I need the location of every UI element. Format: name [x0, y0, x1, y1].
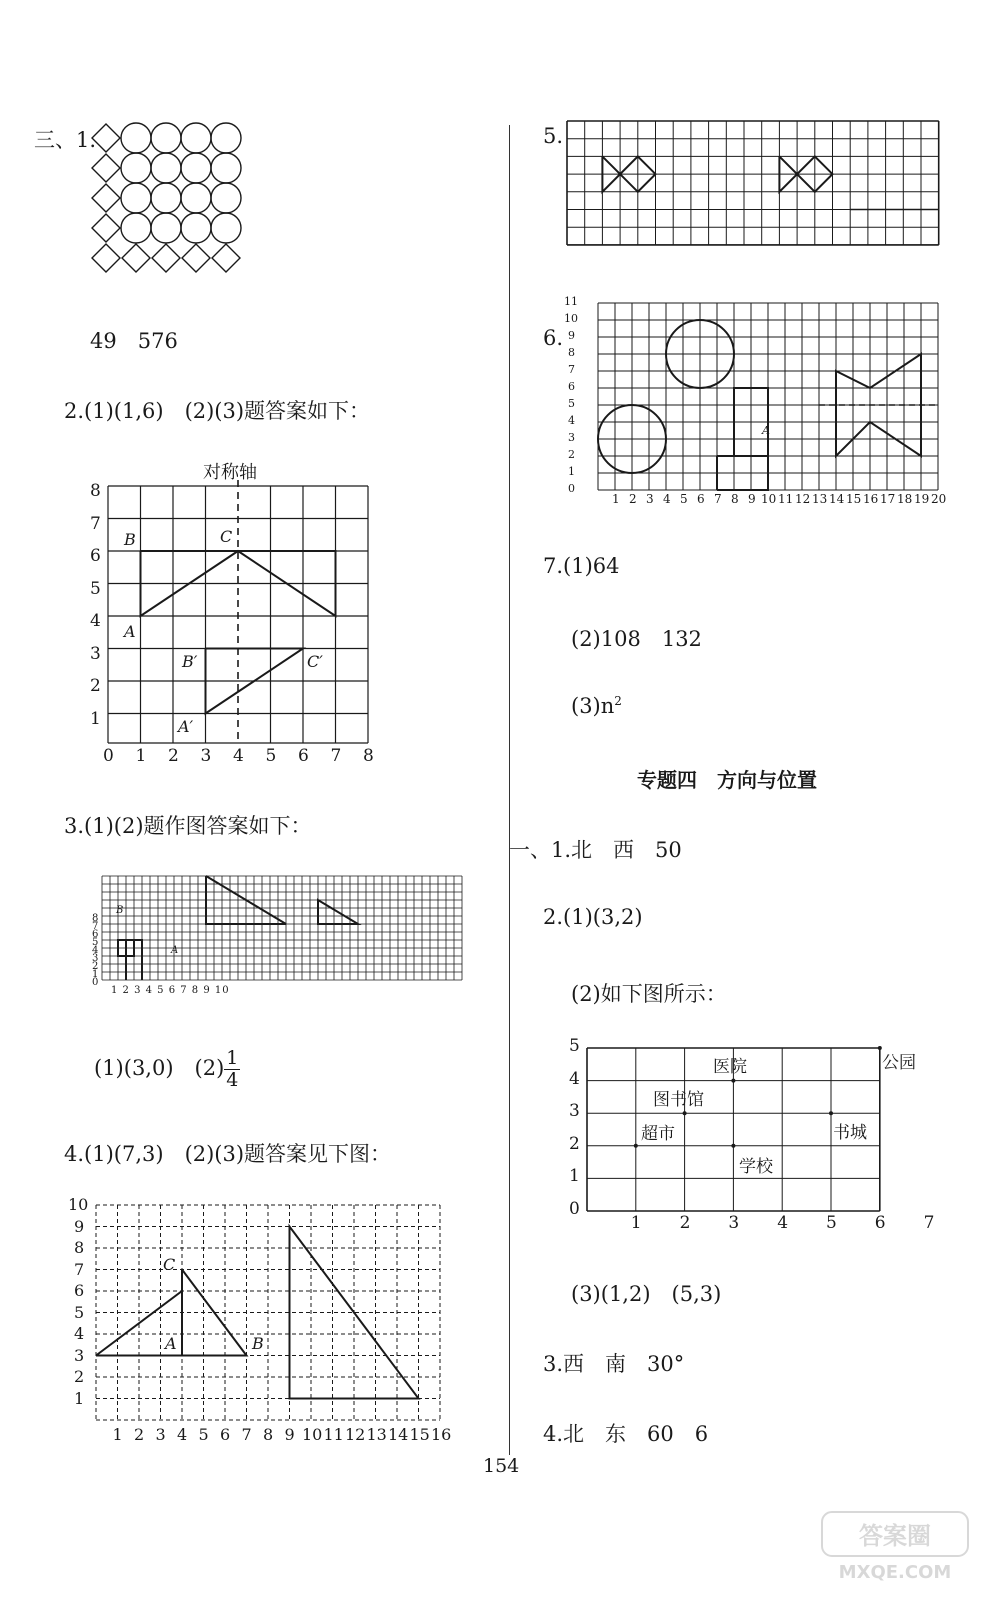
q4-x-tick: 9 [284, 1425, 295, 1444]
q6-x-tick: 12 [795, 492, 811, 506]
q2-point-A-prime: A′ [178, 717, 194, 736]
q3-frac-num: 1 [226, 1047, 239, 1069]
q6-x-tick: 4 [663, 492, 671, 506]
q5-grid-figure [567, 121, 943, 245]
map-place-supermarket: 超市 [641, 1124, 675, 1144]
q4-y-tick: 8 [74, 1238, 85, 1257]
map-x-tick: 2 [679, 1213, 691, 1233]
q2-y-tick: 1 [90, 708, 101, 729]
q3-text: 3.(1)(2)题作图答案如下： [64, 814, 312, 838]
map-y-tick: 2 [569, 1133, 580, 1154]
q5-label: 5. [543, 124, 564, 148]
q6-label: 6. [543, 326, 564, 350]
q4-x-tick: 7 [241, 1425, 252, 1444]
q6-x-tick: 11 [778, 492, 794, 506]
q4-x-tick: 4 [177, 1425, 188, 1444]
q3-y-tick: 0 [92, 977, 99, 988]
q7-3 [571, 694, 622, 718]
q6-grid-figure [586, 300, 938, 494]
q4-x-tick: 5 [198, 1425, 209, 1444]
q7-1: 7.(1)64 [543, 554, 620, 578]
q4-x-tick: 2 [134, 1425, 145, 1444]
q4-x-tick: 13 [366, 1425, 387, 1444]
q2-x-tick: 0 [103, 746, 114, 766]
q2-x-tick: 2 [168, 746, 179, 766]
q2-y-tick: 7 [90, 513, 101, 534]
q2-x-tick: 1 [135, 746, 147, 766]
map-x-tick: 5 [826, 1213, 837, 1233]
q4-y-tick: 3 [74, 1345, 85, 1365]
q3-y-tick: 3 [92, 953, 99, 964]
q4-x-tick: 6 [220, 1425, 231, 1444]
map-point [731, 1079, 735, 1083]
q6-x-tick: 8 [731, 492, 739, 506]
q4-x-tick: 10 [302, 1425, 323, 1444]
q3-y-tick: 7 [92, 921, 99, 932]
q4-point-C: C [163, 1255, 176, 1274]
s1-q2-1: 2.(1)(3,2) [543, 905, 643, 929]
q6-y-tick: 0 [568, 482, 575, 495]
q2-x-tick: 7 [330, 746, 342, 766]
q6-y-tick: 7 [568, 363, 575, 376]
q4-x-tick: 12 [345, 1425, 366, 1444]
map-place-school: 学校 [739, 1157, 773, 1177]
shapes-pattern-figure [88, 120, 253, 285]
q4-y-tick: 10 [68, 1195, 89, 1214]
q3-y-tick: 8 [92, 913, 99, 924]
q7-3-prefix: (3)n [571, 694, 615, 718]
q2-y-tick: 4 [90, 611, 101, 631]
q4-x-tick: 11 [323, 1425, 344, 1444]
q2-x-tick: 6 [298, 746, 309, 766]
section-title: 专题四 方向与位置 [637, 768, 817, 792]
q6-x-tick: 6 [697, 492, 705, 506]
q6-y-tick: 5 [568, 397, 575, 410]
q4-x-tick: 14 [388, 1425, 409, 1444]
map-y-tick: 1 [569, 1166, 580, 1187]
q4-y-tick: 4 [74, 1324, 85, 1343]
q6-x-tick: 10 [761, 492, 777, 506]
map-place-park: 公园 [882, 1053, 916, 1073]
q2-y-tick: 2 [90, 676, 101, 696]
q6-x-tick: 5 [680, 492, 688, 506]
q4-y-tick: 1 [74, 1388, 85, 1408]
q4-x-tick: 8 [263, 1425, 274, 1444]
map-y-tick: 3 [569, 1101, 580, 1122]
q3-y-tick: 5 [92, 937, 99, 948]
q3-fraction [224, 1048, 240, 1091]
q6-x-tick: 20 [931, 492, 947, 506]
q4-x-tick: 16 [431, 1425, 452, 1444]
q3-answer-prefix: (1)(3,0) (2) [94, 1055, 225, 1080]
q2-x-tick: 5 [265, 746, 277, 766]
map-x-tick: 7 [923, 1213, 935, 1233]
q2-text: 2.(1)(1,6) (2)(3)题答案如下： [64, 399, 371, 423]
q4-x-tick: 3 [155, 1425, 166, 1444]
map-y-tick: 0 [569, 1199, 580, 1219]
q6-x-tick: 7 [714, 492, 722, 506]
q7-3-exponent: 2 [614, 694, 622, 708]
q3-1-answers: 49 576 [90, 329, 178, 353]
q6-x-tick: 17 [880, 492, 896, 506]
s1-q2-2: (2)如下图所示： [571, 982, 727, 1006]
q6-x-tick: 14 [829, 492, 845, 506]
q2-point-B: B [124, 530, 136, 549]
q6-y-tick: 11 [564, 295, 578, 308]
q4-x-tick: 1 [112, 1425, 123, 1444]
q6-y-tick: 2 [568, 448, 575, 461]
map-place-hospital: 医院 [713, 1057, 747, 1077]
q6-y-tick: 6 [568, 380, 575, 393]
q6-y-tick: 4 [568, 414, 575, 427]
q2-axis-title: 对称轴 [203, 462, 257, 483]
map-x-tick: 3 [728, 1213, 740, 1233]
q3-y-tick: 4 [92, 945, 99, 956]
q2-x-tick: 8 [363, 746, 374, 766]
map-point [634, 1144, 638, 1148]
s1-q2-3: (3)(1,2) (5,3) [571, 1282, 722, 1306]
q6-y-tick: 8 [568, 346, 575, 359]
q2-point-C-prime: C′ [307, 652, 323, 671]
q7-2: (2)108 132 [571, 627, 702, 651]
q4-y-tick: 6 [74, 1281, 85, 1300]
q2-point-B-prime: B′ [182, 652, 198, 671]
q6-y-tick: 3 [568, 431, 575, 444]
q3-x-ticks: 1 2 3 4 5 6 7 8 9 10 [111, 985, 230, 996]
q4-y-tick: 7 [74, 1259, 85, 1279]
q6-x-tick: 1 [612, 492, 620, 506]
column-divider [509, 125, 510, 1455]
map-y-tick: 4 [569, 1068, 580, 1089]
map-grid-figure [586, 1046, 931, 1216]
map-place-library: 图书馆 [653, 1090, 704, 1110]
q3-point-B: B [116, 905, 124, 916]
page-number: 154 [483, 1455, 520, 1477]
q2-y-tick: 3 [90, 643, 101, 664]
watermark-logo [820, 1510, 970, 1582]
q3-frac-den: 4 [226, 1068, 239, 1091]
watermark-url: MXQE.COM [838, 1562, 952, 1583]
q3-answer [94, 1048, 240, 1091]
q2-y-tick: 5 [90, 578, 101, 599]
map-x-tick: 1 [630, 1213, 642, 1233]
q3-point-A: A [171, 945, 179, 956]
q4-y-tick: 5 [74, 1302, 85, 1322]
q4-grid-figure [74, 1200, 454, 1440]
q3-y-tick: 2 [92, 961, 99, 972]
q6-y-tick: 9 [568, 329, 575, 342]
map-y-tick: 5 [569, 1036, 580, 1056]
q6-x-tick: 13 [812, 492, 828, 506]
q6-x-tick: 18 [897, 492, 913, 506]
q6-x-tick: 19 [914, 492, 930, 506]
q3-1-label: 三、1. [34, 128, 97, 152]
q2-point-A: A [124, 622, 136, 641]
q2-y-tick: 8 [90, 481, 101, 501]
q6-x-tick: 2 [629, 492, 637, 506]
q4-y-tick: 9 [74, 1216, 85, 1236]
q6-y-tick: 1 [568, 465, 575, 478]
watermark-title: 答案圈 [859, 1522, 931, 1550]
q4-x-tick: 15 [409, 1425, 430, 1444]
q2-y-tick: 6 [90, 546, 101, 566]
q4-text: 4.(1)(7,3) (2)(3)题答案见下图： [64, 1142, 392, 1166]
s1-q3: 3.西 南 30° [543, 1352, 685, 1376]
q3-y-tick: 6 [92, 929, 99, 940]
q2-x-tick: 3 [200, 746, 212, 766]
q3-grid-figure [102, 876, 466, 986]
map-x-tick: 6 [874, 1213, 886, 1233]
q2-x-tick: 4 [233, 746, 244, 766]
map-point [683, 1111, 687, 1115]
map-point [829, 1111, 833, 1115]
map-place-bookcity: 书城 [833, 1123, 867, 1143]
map-x-tick: 4 [777, 1213, 789, 1233]
q6-x-tick: 16 [863, 492, 879, 506]
q2-point-C: C [220, 527, 233, 546]
q6-x-tick: 15 [846, 492, 862, 506]
map-point [731, 1144, 735, 1148]
q6-x-tick: 9 [748, 492, 756, 506]
q6-y-tick: 10 [564, 312, 578, 325]
q6-x-tick: 3 [646, 492, 654, 506]
q4-y-tick: 2 [74, 1367, 85, 1386]
q4-point-B: B [252, 1334, 264, 1353]
q3-y-tick: 1 [92, 969, 99, 980]
q4-point-A: A [165, 1334, 177, 1353]
s1-q1: 一、1.北 西 50 [509, 838, 682, 862]
q6-point-A: A [762, 424, 770, 437]
s1-q4: 4.北 东 60 6 [543, 1422, 709, 1446]
q3-shape-small-triangle [318, 900, 358, 924]
